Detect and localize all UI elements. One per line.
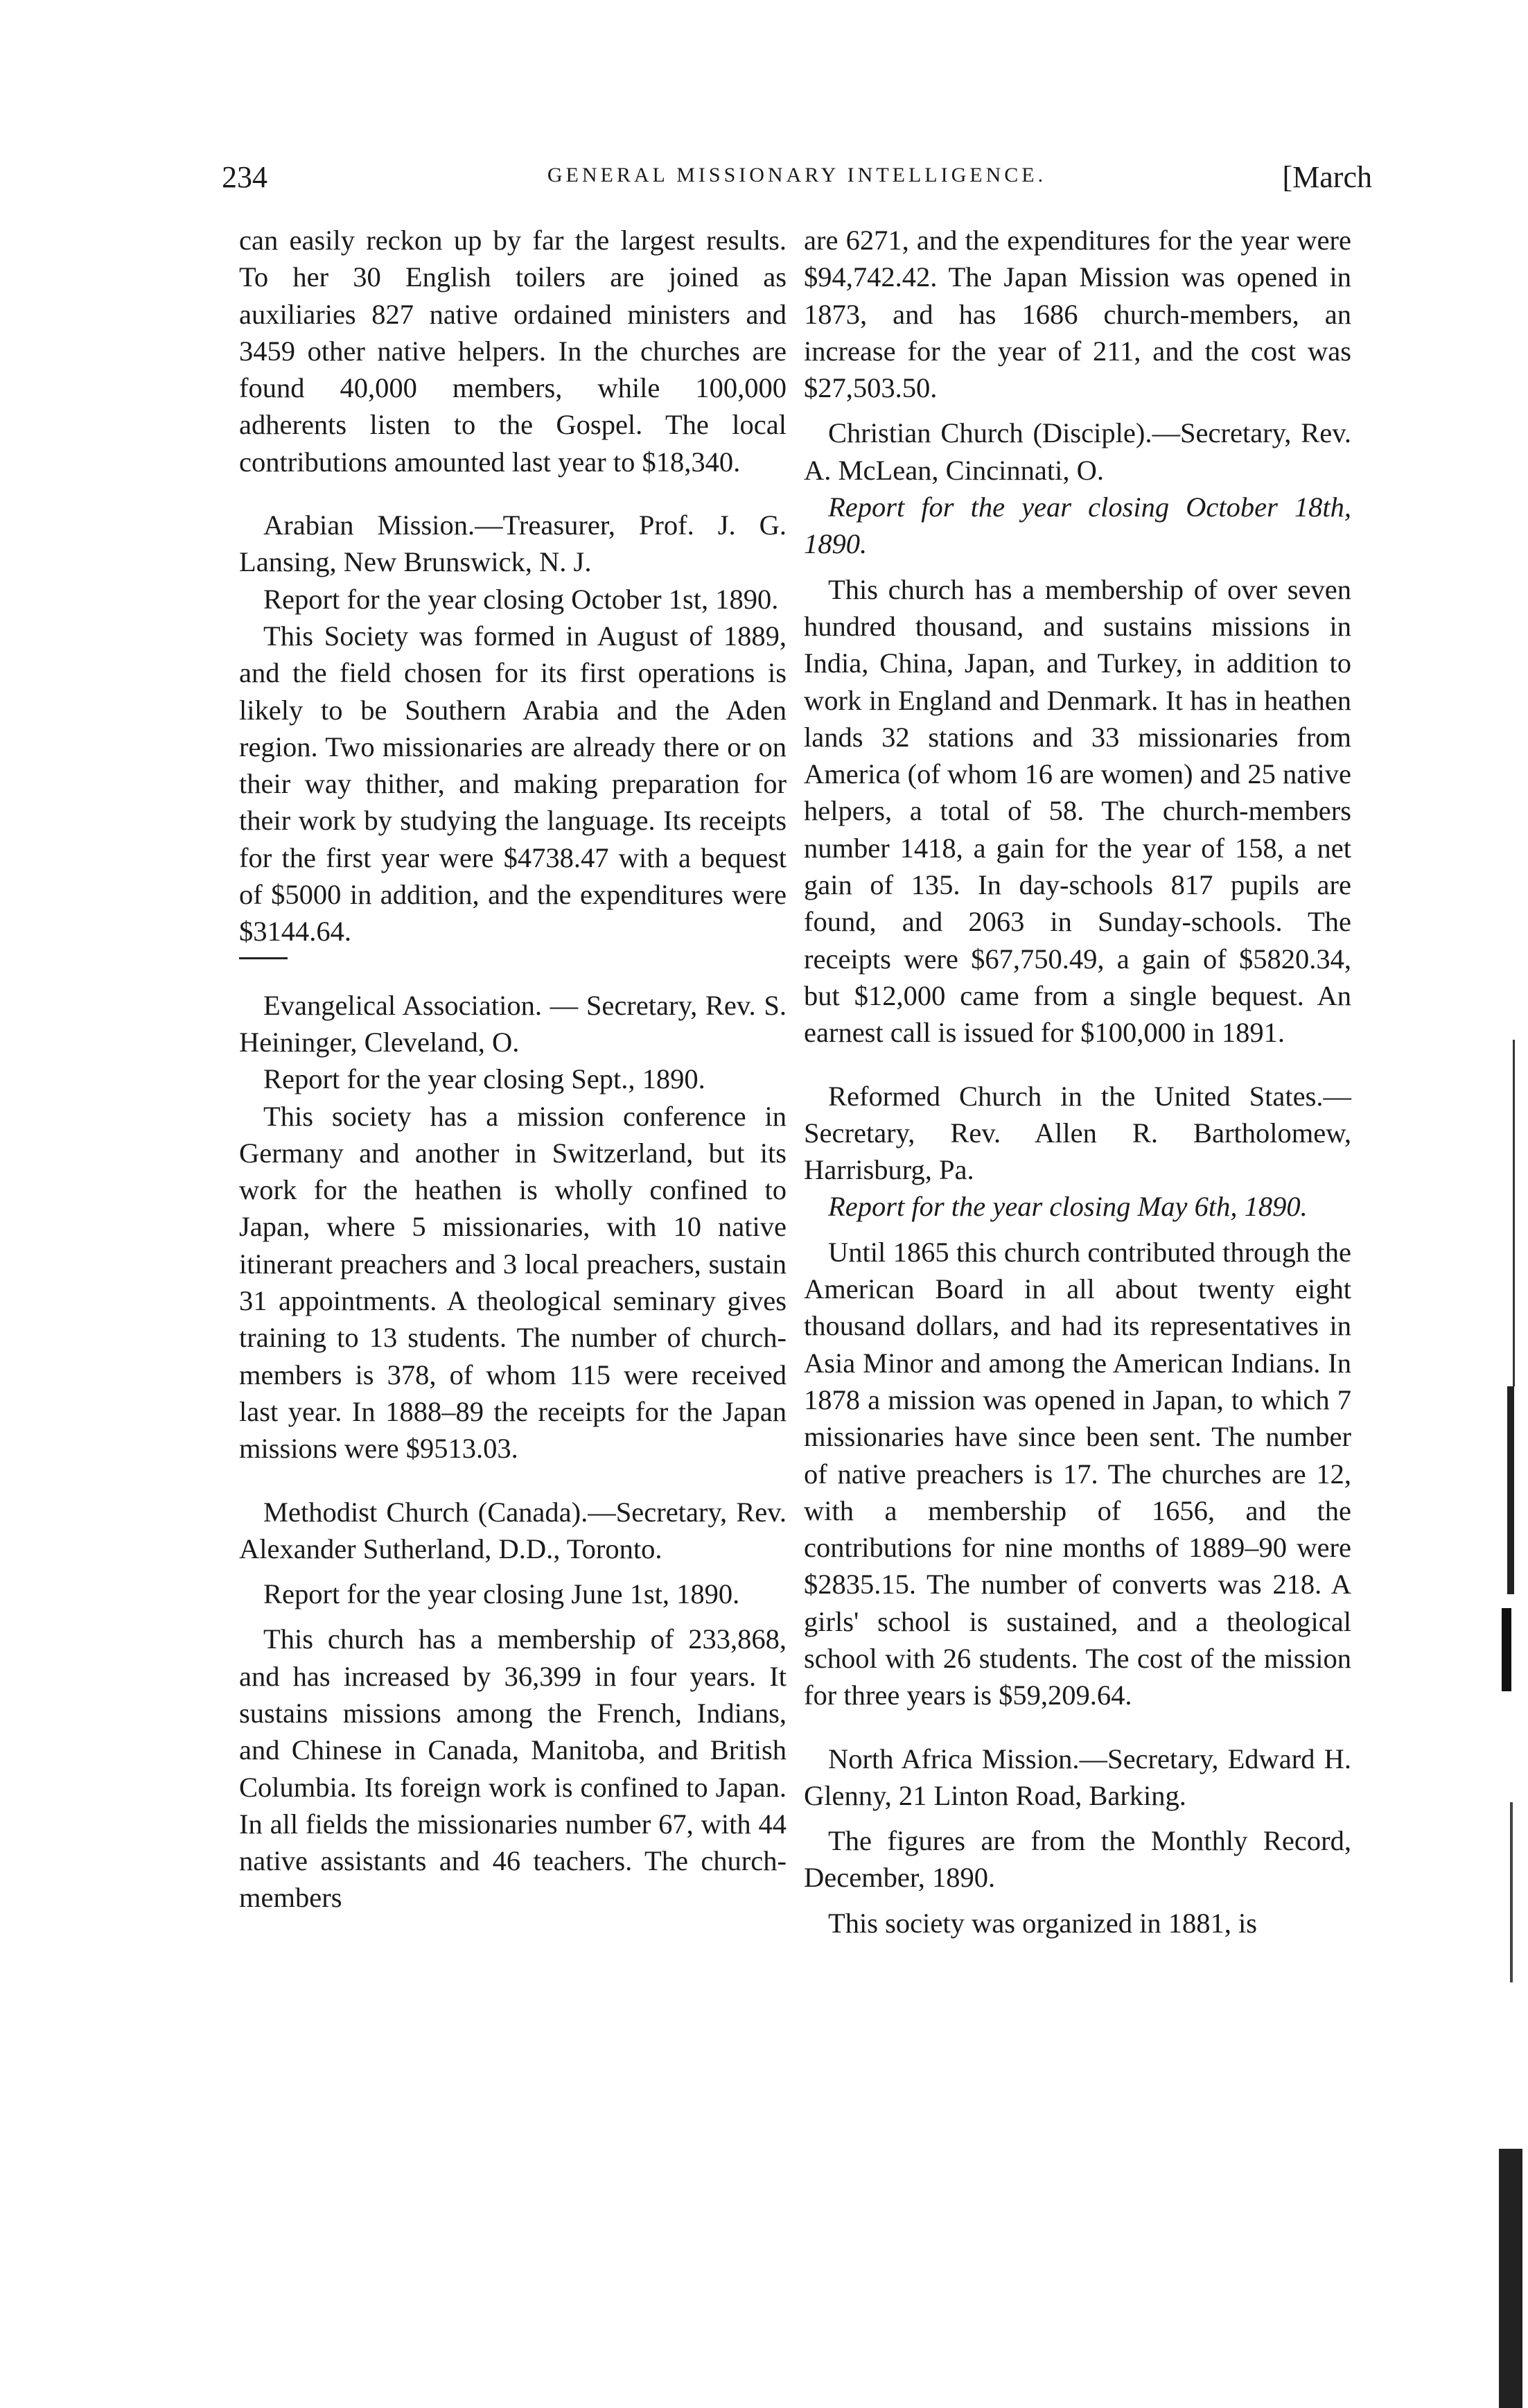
christian-church-report: Report for the year closing October 18th, 1890. xyxy=(804,491,1351,560)
reformed-church-report: Report for the year closing May 6th, 1890. xyxy=(828,1191,1308,1223)
reformed-church-body: Until 1865 this church contributed through the American Board in all about twenty eight thousand dollars, and had its representatives in Asia Minor and among the American Indians. In 1878 a mission was opened in Japan, to which 7 missionaries have since been sent. The number of native preachers is 17. The churches are 12, with a membership of 1656, and the contributions for nine months of 1889–90 were $2835.15. The number of converts was 218. A girls' school is sustained, and a theological school with 26 students. The cost of the mission for three years is $59,209.64. xyxy=(804,1236,1351,1711)
christian-church-body: This church has a membership of over seven hundred thousand, and sustains missions in India, China, Japan, and Turkey, in addition to work in England and Denmark. It has in heathen lands 32 stations and 33 missionaries from America (of whom 16 are women) and 25 native helpers, a total of 58. The church-members number 1418, a gain for the year of 158, a net gain of 135. In day-schools 817 pupils are found, and 2063 in Sunday-schools. The receipts were $67,750.49, a gain of $5820.34, but $12,000 came from a single bequest. An earnest call is issued for $100,000 in 1891. xyxy=(804,573,1351,1049)
section-rule xyxy=(239,957,288,959)
continued-paragraph: can easily reckon up by far the largest results. To her 30 English toilers are joined as auxiliaries 827 native ordained ministers and 3459 other native helpers. In the churches are found 40,000 members, while 100,000 adherents listen to the Gospel. The local contributions amounted last year to $18,340. xyxy=(239,225,787,478)
continued-paragraph: are 6271, and the expenditures for the year were $94,742.42. The Japan Mission was opened in 1873, and has 1686 church-members, an increase for the year of 211, and the cost was $27,503.50. xyxy=(804,225,1351,404)
north-africa-mission-heading: North Africa Mission.—Secretary, Edward H. Glenny, 21 Linton Road, Barking. xyxy=(804,1743,1351,1811)
evangelical-association-body: This society has a mission conference in Germany and another in Switzerland, but its work for the heathen is wholly confined to Japan, where 5 missionaries, with 10 native itinerant preachers and 3 local preachers, sustain 31 appointments. A theological seminary gives training to 13 students. The number of church-members is 378, of whom 115 were received last year. In 1888–89 the receipts for the Japan missions were $9513.03. xyxy=(239,1100,787,1465)
reformed-church-heading: Reformed Church in the United States.—Secretary, Rev. Allen R. Bartholomew, Harrisburg, Pa. xyxy=(804,1080,1351,1186)
right-column xyxy=(804,222,1351,1942)
arabian-mission-report: Report for the year closing October 1st, 1890. xyxy=(263,583,779,615)
page-number: 234 xyxy=(222,160,267,194)
north-africa-mission-body: This society was organized in 1881, is xyxy=(828,1907,1258,1939)
arabian-mission-heading: Arabian Mission.—Treasurer, Prof. J. G. Lansing, New Brunswick, N. J. xyxy=(239,509,787,578)
left-column xyxy=(239,222,787,1917)
header-month: [March xyxy=(1282,160,1372,194)
christian-church-heading: Christian Church (Disciple).—Secretary, Rev. A. McLean, Cincinnati, O. xyxy=(804,417,1351,486)
evangelical-association-report: Report for the year closing Sept., 1890. xyxy=(263,1063,705,1095)
methodist-church-body: This church has a membership of 233,868, and has increased by 36,399 in four years. It sustains missions among the French, Indians, and Chinese in Canada, Manitoba, and British Columbia. Its foreign work is confined to Japan. In all fields the missionaries number 67, with 44 native assistants and 46 teachers. The church-members xyxy=(239,1623,787,1914)
arabian-mission-body: This Society was formed in August of 1889, and the field chosen for its first operations is likely to be Southern Arabia and the Aden region. Two missionaries are already there or on their way thither, and making preparation for their work by studying the language. Its receipts for the first year were $4738.47 with a bequest of $5000 in addition, and the expenditures were $3144.64. xyxy=(239,620,787,948)
running-title: GENERAL MISSIONARY INTELLIGENCE. xyxy=(547,164,1047,186)
scan-edge-shadow xyxy=(1493,1040,1528,2408)
methodist-church-report: Report for the year closing June 1st, 1890. xyxy=(263,1578,740,1610)
methodist-church-heading: Methodist Church (Canada).—Secretary, Rev. Alexander Sutherland, D.D., Toronto. xyxy=(239,1496,787,1564)
evangelical-association-heading: Evangelical Association. — Secretary, Rev. S. Heininger, Cleveland, O. xyxy=(239,989,787,1058)
running-header xyxy=(222,159,1372,215)
north-africa-mission-report: The figures are from the Monthly Record, December, 1890. xyxy=(804,1825,1351,1894)
